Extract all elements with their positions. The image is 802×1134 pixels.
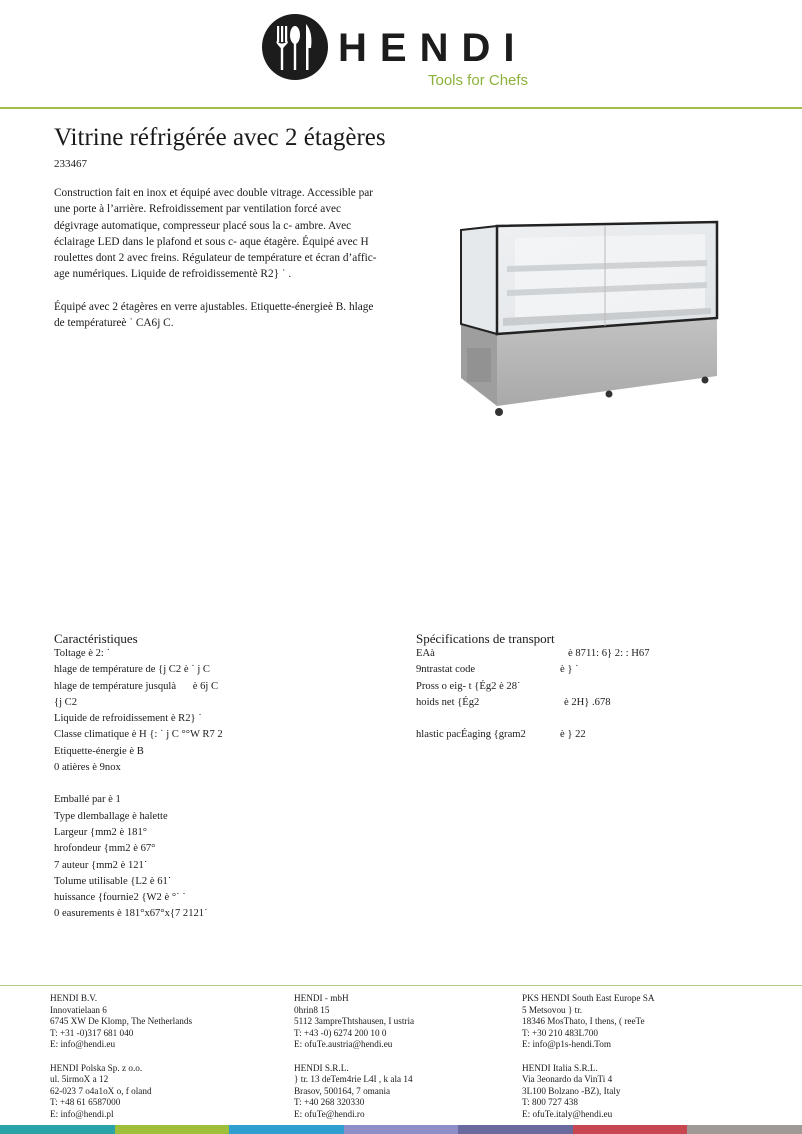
spec-label: Etiquette-énergie xyxy=(54,745,127,757)
office-line: T: +30 210 483L700 xyxy=(522,1027,598,1038)
office-address xyxy=(294,993,414,1051)
color-bar-segment xyxy=(458,1125,573,1134)
office-line: HENDI - mbH xyxy=(294,993,349,1003)
office-line: ul. 5irmoX a 12 xyxy=(50,1074,109,1084)
office-line: 5112 3ampreThtshausen, I ustria xyxy=(294,1016,415,1026)
spec-value: è 181°x67°x{7 2121˙ xyxy=(116,908,208,920)
header-divider xyxy=(0,107,802,109)
office-line: HENDI S.R.L. xyxy=(294,1062,349,1073)
office-line: HENDI Polska Sp. z o.o. xyxy=(50,1062,143,1073)
spec-label: 9ntrastat code xyxy=(416,664,476,676)
office-email[interactable]: E: info@hendi.pl xyxy=(50,1108,114,1119)
spec-value: è 67° xyxy=(133,843,156,855)
spec-row xyxy=(54,679,223,695)
spec-value: è } 22 xyxy=(560,729,586,741)
office-line: T: 800 727 438 xyxy=(522,1097,578,1107)
spec-value: è halette xyxy=(132,810,168,822)
spec-label: Tolume utilisable {L2 xyxy=(54,875,148,887)
spec-value: è 8711: 6} 2: : H67 xyxy=(568,648,650,659)
spec-value: è 2: ˙ xyxy=(88,648,111,659)
page-header xyxy=(0,0,802,108)
office-line: 3L100 Bolzano -BZ), Italy xyxy=(522,1085,621,1096)
spec-row xyxy=(416,646,650,662)
office-line: T: +43 -0) 6274 200 10 0 xyxy=(294,1027,387,1038)
spec-value: è 181° xyxy=(119,826,147,838)
spec-value: è R2} ˙ xyxy=(170,713,202,725)
office-line: T: +31 -0)317 681 040 xyxy=(50,1027,134,1038)
office-line: 62-023 7 o4a1oX o, f oland xyxy=(50,1085,152,1096)
spec-row xyxy=(54,727,223,743)
office-address xyxy=(522,993,654,1051)
office-address xyxy=(50,1063,192,1121)
characteristics-list xyxy=(54,646,223,923)
office-line: Brasov, 500164, 7 omania xyxy=(294,1085,391,1096)
spec-row xyxy=(416,727,650,743)
spec-value: è B xyxy=(129,745,144,757)
office-line: T: +48 61 6587000 xyxy=(50,1097,121,1107)
office-email[interactable]: E: info@p1s-hendi.Tom xyxy=(522,1039,611,1049)
spacer xyxy=(54,776,223,792)
office-line: 18346 MosThato, I thens, ( reeTe xyxy=(522,1016,645,1026)
office-line: PKS HENDI South East Europe SA xyxy=(522,993,655,1003)
spec-row xyxy=(416,662,650,678)
spec-row xyxy=(416,695,650,711)
color-bar-segment xyxy=(573,1125,688,1134)
color-bar-segment xyxy=(344,1125,459,1134)
spec-label: hlage de température de {j C2 xyxy=(54,664,182,676)
spec-label: 0 atières xyxy=(54,762,90,774)
spec-value: è 6j C xyxy=(192,680,219,692)
fork-knife-logo-icon xyxy=(260,12,330,82)
transport-list xyxy=(416,646,650,744)
office-line: T: +40 268 320330 xyxy=(294,1097,365,1107)
product-description xyxy=(54,185,384,347)
spec-label: Classe climatique xyxy=(54,729,130,741)
hendi-logo xyxy=(260,10,550,90)
spec-label: EAà xyxy=(416,648,435,659)
office-line: } tr. 13 deTem4rie L4I , k ala 14 xyxy=(294,1074,413,1084)
spec-label: Type dlemballage xyxy=(54,810,130,822)
spec-row xyxy=(54,809,223,825)
office-email[interactable]: E: ofuTe@hendi.ro xyxy=(294,1108,365,1119)
description-paragraph: Équipé avec 2 étagères en verre ajustables. Etiquette-énergieè B. hlage de températureè ˙ CA6j C. xyxy=(54,300,374,330)
spec-value: è 28˙ xyxy=(499,680,521,692)
office-line: Innovatielaan 6 xyxy=(50,1004,107,1015)
spec-value: è 121˙ xyxy=(120,859,148,871)
spec-label: Emballé par xyxy=(54,794,106,806)
transport-title: Spécifications de transport xyxy=(416,631,555,646)
spec-row xyxy=(54,760,223,776)
office-address xyxy=(294,1063,414,1121)
color-bar-segment xyxy=(687,1125,802,1134)
spec-label: {j C2 xyxy=(54,696,78,708)
spec-row xyxy=(54,890,223,906)
footer-divider xyxy=(0,985,802,986)
characteristics-title: Caractéristiques xyxy=(54,631,138,646)
spec-label: hlage de température jusqulà xyxy=(54,680,177,692)
brand-name: HENDI xyxy=(338,26,528,70)
spec-row xyxy=(54,906,223,922)
product-code: 233467 xyxy=(54,158,87,170)
spec-label: 0 easurements xyxy=(54,908,115,920)
spec-value: è 1 xyxy=(108,794,121,806)
spec-row xyxy=(416,711,650,727)
footer-column xyxy=(294,993,414,1132)
office-line: 5 Metsovou } tr. xyxy=(522,1004,583,1015)
footer-color-bar xyxy=(0,1125,802,1134)
spec-value: è ˙ j C xyxy=(183,664,210,676)
spec-row xyxy=(54,841,223,857)
spec-value: è 2H} .678 xyxy=(564,696,611,708)
product-title: Vitrine réfrigérée avec 2 étagères xyxy=(54,124,386,151)
office-email[interactable]: E: info@hendi.eu xyxy=(50,1039,116,1049)
spec-value: è } ˙ xyxy=(560,664,579,676)
office-line: HENDI B.V. xyxy=(50,993,98,1003)
spec-row xyxy=(54,874,223,890)
spec-value: è 9nox xyxy=(92,762,121,774)
office-line: Via 3eonardo da VinTi 4 xyxy=(522,1074,613,1084)
spec-label: 7 auteur {mm2 xyxy=(54,859,118,871)
spec-row xyxy=(54,695,223,711)
spec-label: hrofondeur {mm2 xyxy=(54,843,131,855)
spec-label: Pross o eig- t {Ég2 xyxy=(416,680,497,692)
office-line: HENDI Italia S.R.L. xyxy=(522,1062,598,1073)
brand-tagline: Tools for Chefs xyxy=(428,72,529,89)
office-address xyxy=(50,993,192,1051)
spec-label: Toltage xyxy=(54,648,86,659)
spec-row xyxy=(54,662,223,678)
color-bar-segment xyxy=(0,1125,115,1134)
spec-row xyxy=(54,792,223,808)
office-line: 6745 XW De Klomp, The Netherlands xyxy=(50,1016,193,1026)
footer-column xyxy=(50,993,192,1132)
spec-row xyxy=(54,744,223,760)
office-line: 0hrin8 15 xyxy=(294,1004,330,1015)
spec-label: Liquide de refroidissement xyxy=(54,713,169,725)
spec-label: hoids net {Ég2 xyxy=(416,696,480,708)
spec-row xyxy=(54,858,223,874)
spec-value: è 61˙ xyxy=(149,875,172,887)
spec-label: hlastic pacÉaging {gram2 xyxy=(416,729,526,741)
footer-column xyxy=(522,993,654,1132)
spec-label: Largeur {mm2 xyxy=(54,826,117,838)
spec-row xyxy=(54,646,223,662)
color-bar-segment xyxy=(229,1125,344,1134)
spec-value: è H {: ˙ j C °°W R7 2 xyxy=(131,729,223,741)
office-email[interactable]: E: ofuTe.italy@hendi.eu xyxy=(522,1108,613,1119)
spec-row xyxy=(54,711,223,727)
color-bar-segment xyxy=(115,1125,230,1134)
office-email[interactable]: E: ofuTe.austria@hendi.eu xyxy=(294,1039,393,1049)
spec-row xyxy=(54,825,223,841)
product-image xyxy=(455,218,725,423)
spec-row xyxy=(416,679,650,695)
description-paragraph: Construction fait en inox et équipé avec double vitrage. Accessible par une porte à l’arrière. Refroidissement par ventilation forcé avec dégivrage automatique, compresseur placé sous la c- ambre. Avec éclairage LED dans le plafond et sous c- aque étagère. Équipé avec H roulettes dont 2 avec freins. Régulateur de température et écran d’affic- age numériques. Liquide de refroidissementè R2} ˙ . xyxy=(54,187,377,281)
office-address xyxy=(522,1063,654,1121)
spec-value: è °˙ ˙ xyxy=(164,892,186,904)
spec-label: huissance {fournie2 {W2 xyxy=(54,892,162,904)
